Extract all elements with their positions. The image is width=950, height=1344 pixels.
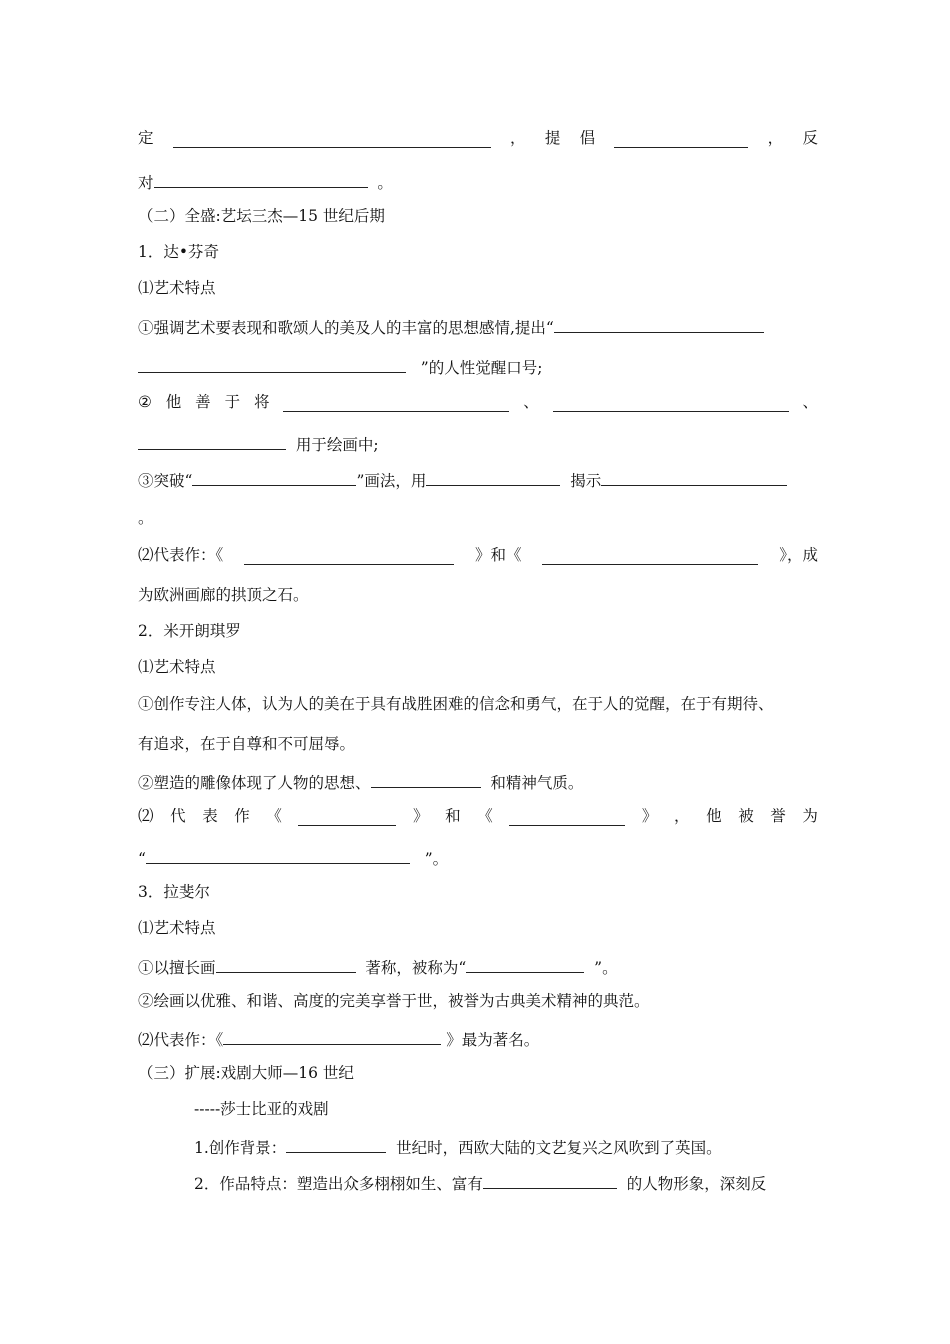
subsection-davinci: 1．达•芬奇 (138, 243, 220, 261)
fill-blank[interactable] (614, 130, 748, 148)
line-19: ⑵ 代 表 作 《 》 和 《 》 ， 他 被 誉 为 (138, 807, 818, 825)
line-1: 定 ， 提 倡 ， 反 (138, 129, 818, 147)
fill-blank[interactable] (371, 770, 481, 788)
fill-blank[interactable] (298, 808, 396, 826)
fill-blank[interactable] (192, 468, 356, 486)
fill-blank[interactable] (146, 846, 410, 864)
line-8: ② 他 善 于 将 、 、 (138, 393, 818, 411)
item-heading: ⑴艺术特点 (138, 919, 216, 937)
fill-blank[interactable] (138, 355, 406, 373)
fill-blank[interactable] (466, 955, 584, 973)
fill-blank[interactable] (283, 394, 509, 412)
item-heading: ⑴艺术特点 (138, 279, 216, 297)
line-25: ⑵代表作：《 》最为著名。 (138, 1027, 818, 1050)
line-28: 1.创作背景： 世纪时，西欧大陆的文艺复兴之风吹到了英国。 (194, 1135, 814, 1158)
fill-blank[interactable] (154, 170, 368, 188)
line-17: 有追求，在于自尊和不可屈辱。 (138, 735, 356, 753)
fill-blank[interactable] (554, 315, 764, 333)
line-18: ②塑造的雕像体现了人物的思想、 和精神气质。 (138, 770, 818, 793)
subtitle-shakespeare: -----莎士比亚的戏剧 (194, 1100, 329, 1118)
line-6: ①强调艺术要表现和歌颂人的美及人的丰富的思想感情,提出“ (138, 315, 818, 338)
line-29: 2．作品特点：塑造出众多栩栩如生、富有 的人物形象，深刻反 (194, 1171, 814, 1194)
fill-blank[interactable] (286, 1135, 386, 1153)
line-20: “ ”。 (138, 846, 818, 869)
fill-blank[interactable] (138, 432, 286, 450)
section-heading-2: （二）全盛:艺坛三杰—15 世纪后期 (138, 207, 385, 225)
fill-blank[interactable] (553, 394, 789, 412)
fill-blank[interactable] (509, 808, 625, 826)
line-12: ⑵代表作：《 》和《 》，成 (138, 546, 818, 564)
line-10: ③突破“ ”画法，用 揭示 (138, 468, 818, 491)
fill-blank[interactable] (426, 468, 560, 486)
fill-blank[interactable] (173, 130, 491, 148)
fill-blank[interactable] (223, 1027, 441, 1045)
line-2: 对 。 (138, 170, 818, 193)
line-16: ①创作专注人体，认为人的美在于具有战胜困难的信念和勇气，在于人的觉醒，在于有期待、 (138, 695, 774, 713)
line-11: 。 (138, 509, 154, 527)
subsection-raphael: 3．拉斐尔 (138, 883, 210, 901)
section-heading-3: （三）扩展:戏剧大师—16 世纪 (138, 1064, 354, 1082)
line-23: ①以擅长画 著称，被称为“ ”。 (138, 955, 818, 978)
line-13: 为欧洲画廊的拱顶之石。 (138, 586, 309, 604)
fill-blank[interactable] (483, 1171, 617, 1189)
line-7: ”的人性觉醒口号; (138, 355, 818, 378)
fill-blank[interactable] (601, 468, 787, 486)
item-heading: ⑴艺术特点 (138, 658, 216, 676)
fill-blank[interactable] (244, 547, 454, 565)
fill-blank[interactable] (216, 955, 356, 973)
subsection-michelangelo: 2．米开朗琪罗 (138, 622, 241, 640)
line-24: ②绘画以优雅、和谐、高度的完美享誉于世，被誉为古典美术精神的典范。 (138, 992, 650, 1010)
fill-blank[interactable] (542, 547, 758, 565)
line-9: 用于绘画中; (138, 432, 818, 455)
